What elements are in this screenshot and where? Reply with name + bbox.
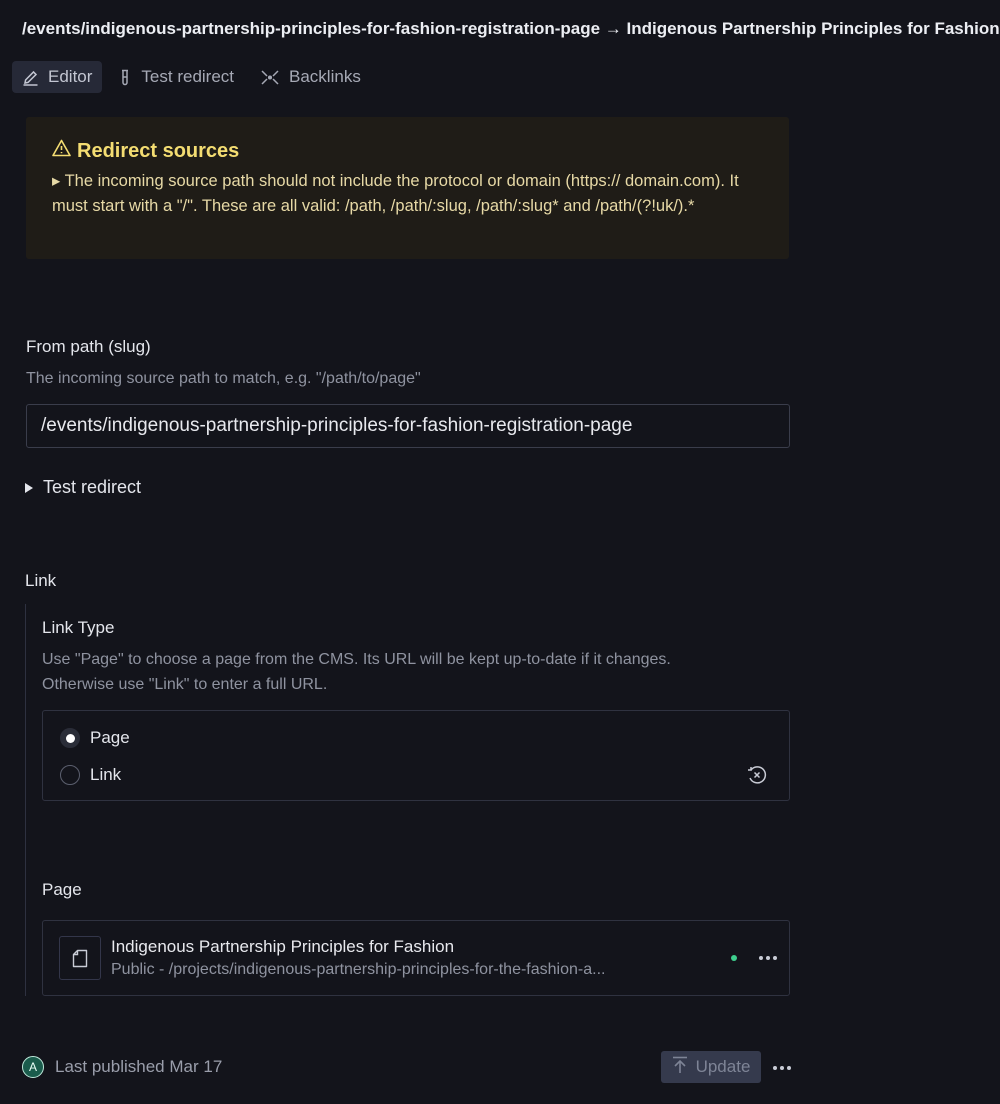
from-path-input[interactable]: /events/indigenous-partnership-principles-for-fashion-registration-page: [26, 404, 790, 448]
page-reference-title: Indigenous Partnership Principles for Fashion: [111, 937, 455, 956]
callout-title: Redirect sources: [77, 139, 240, 162]
published-status-dot: [731, 955, 737, 961]
tab-backlinks[interactable]: [250, 61, 371, 93]
radio-link-label: Link: [90, 765, 122, 784]
avatar: A: [22, 1056, 44, 1078]
radio-link[interactable]: [60, 765, 80, 785]
from-path-description: The incoming source path to match, e.g. "/path/to/page": [26, 370, 421, 387]
warning-icon: [52, 139, 71, 163]
update-button[interactable]: [661, 1051, 761, 1083]
test-redirect-label: Test redirect: [43, 477, 142, 497]
document-actions-menu-button[interactable]: [773, 1066, 791, 1070]
update-button-label: Update: [695, 1057, 751, 1076]
document-icon: [59, 936, 101, 980]
tab-test-redirect-label: Test redirect: [141, 67, 235, 86]
link-type-label: Link Type: [42, 618, 115, 637]
backlinks-icon: [260, 69, 280, 86]
from-path-label: From path (slug): [26, 337, 151, 356]
redirect-sources-callout: [26, 117, 789, 259]
test-redirect-toggle[interactable]: [25, 477, 141, 498]
clear-selection-button[interactable]: [746, 764, 768, 791]
callout-body: ▸ The incoming source path should not include the protocol or domain (https:// domain.com). It must start with a "/". These are all valid: /path, /path/:slug, /path/:slug* and /path/(?!uk/).*: [52, 172, 739, 215]
radio-page[interactable]: [60, 728, 80, 748]
tab-backlinks-label: Backlinks: [289, 67, 361, 86]
radio-page-label: Page: [90, 728, 130, 747]
link-type-description: Use "Page" to choose a page from the CMS. Its URL will be kept up-to-date if it changes. Otherwise use "Link" to enter a full URL.: [42, 651, 671, 693]
page-reference-card[interactable]: [42, 920, 790, 996]
callout-heading: [52, 139, 763, 163]
tab-test-redirect[interactable]: [108, 61, 244, 93]
link-section-label: Link: [25, 571, 57, 590]
triangle-right-icon: [25, 483, 33, 493]
pane-tabs: [12, 61, 371, 93]
link-type-radio-group: [42, 710, 790, 801]
tab-editor[interactable]: [12, 61, 102, 93]
tab-editor-label: Editor: [48, 67, 93, 86]
clear-icon: [746, 764, 768, 786]
pencil-icon: [22, 69, 39, 86]
link-group-divider: [25, 604, 26, 996]
page-reference-menu-button[interactable]: [759, 956, 777, 960]
page-reference-subtitle: Public - /projects/indigenous-partnership-principles-for-the-fashion-a...: [111, 961, 606, 978]
page-reference-label: Page: [42, 880, 82, 899]
radio-option-link[interactable]: [60, 765, 121, 785]
document-title: /events/indigenous-partnership-principles-for-fashion-registration-page → Indigenous Partnership Principles for Fashion: [22, 19, 1000, 38]
radio-option-page[interactable]: [60, 728, 130, 748]
publish-status-text: Last published Mar 17: [55, 1057, 223, 1076]
test-tube-icon: [118, 69, 132, 86]
publish-icon: [672, 1056, 688, 1079]
